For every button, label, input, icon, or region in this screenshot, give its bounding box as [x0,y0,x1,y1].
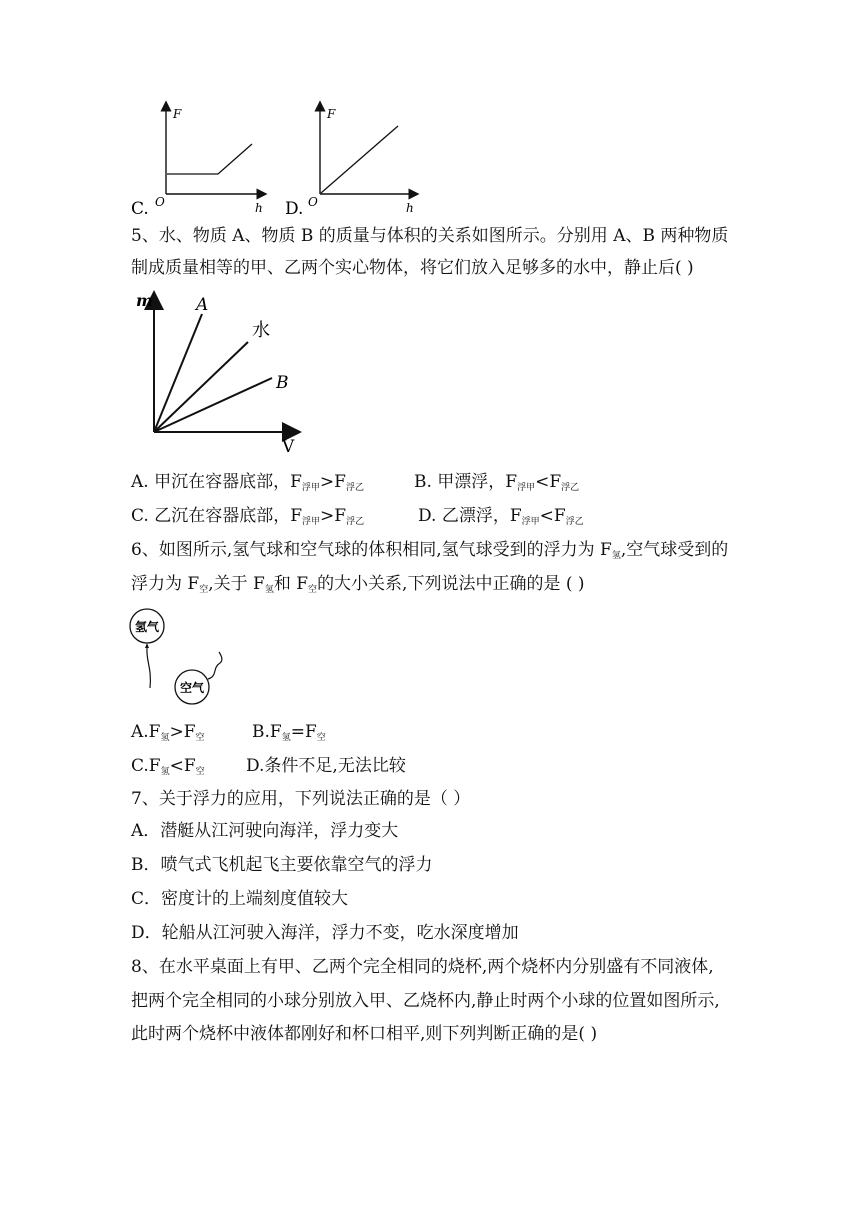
sub: 浮乙 [345,483,364,493]
q5-option-a-text: A. 甲沉在容器底部，F [131,472,302,492]
line-a-label: A [196,295,209,315]
q6-option-b-p: B.F [252,722,282,742]
q7-stem: 7、关于浮力的应用，下列说法正确的是（ ） [131,789,471,809]
sub: 氢 [160,733,170,743]
q6-option-d[interactable]: D.条件不足,无法比较 [246,756,406,776]
air-balloon [175,652,222,704]
sub: 浮甲 [302,517,321,527]
q6-option-a-p: A.F [131,722,161,742]
line-water-label: 水 [252,320,270,341]
q7-option-c[interactable]: C．密度计的上端刻度值较大 [131,889,349,909]
q6-l2a: 浮力为 F [131,574,200,594]
q8-line1: 8、在水平桌面上有甲、乙两个完全相同的烧杯,两个烧杯内分别盛有不同液体, [131,957,714,977]
hydrogen-balloon [130,609,164,688]
q6-option-c[interactable] [131,755,205,783]
q7-option-d[interactable]: D．轮船从江河驶入海洋，浮力不变，吃水深度增加 [131,923,519,943]
sub: 空 [195,767,205,777]
q5-option-c[interactable] [131,505,364,533]
q5-option-d-text: D. 乙漂浮，F [418,506,522,526]
q7-option-a[interactable]: A．潜艇从江河驶向海洋，浮力变大 [131,821,399,841]
q6-line1 [131,539,728,567]
q5-option-b-text: B. 甲漂浮，F [414,472,518,492]
graph-c-y-label: F [173,107,182,121]
sub: 浮甲 [521,517,540,527]
graph-y-label: m [136,291,153,310]
q5-option-c-mid: >F [320,506,347,526]
q6-l2d: 的大小关系,下列说法中正确的是 ( ) [317,574,585,594]
graph-c-origin: O [155,195,165,209]
sub: 空 [316,733,326,743]
q5-option-d[interactable] [418,505,584,533]
graph-d-origin: O [308,195,318,209]
q5-option-b-mid: <F [535,472,562,492]
graph-c-x-label: h [255,201,263,215]
q6-balloons-figure [126,606,236,706]
sub: 氢 [281,733,291,743]
q5-option-b[interactable] [414,471,579,499]
q5-option-a-mid: >F [319,472,346,492]
graph-d [285,106,414,219]
graph-d-x-label: h [406,201,414,215]
q6-l2c: 和 F [273,574,309,594]
q8-line3: 此时两个烧杯中液体都刚好和杯口相平,则下列判断正确的是( ) [131,1024,598,1044]
sub: 氢 [160,767,170,777]
sub: 浮甲 [517,483,536,493]
q7-option-b[interactable]: B．喷气式飞机起飞主要依靠空气的浮力 [131,855,433,875]
q5-option-c-text: C. 乙沉在容器底部，F [131,506,303,526]
q5-line2: 制成质量相等的甲、乙两个实心物体，将它们放入足够多的水中，静止后( ) [131,258,694,278]
sub: 空 [308,585,318,595]
line-water [154,342,248,432]
graph-x-label: V [282,437,295,456]
line-b-label: B [276,373,289,393]
q5-mass-volume-graph [130,286,310,456]
q6-l1a: 6、如图所示,氢气球和空气球的体积相同,氢气球受到的浮力为 F [131,540,612,560]
q6-option-a[interactable] [131,721,205,749]
sub: 浮甲 [301,483,320,493]
q8-line2: 把两个完全相同的小球分别放入甲、乙烧杯内,静止时两个小球的位置如图所示, [131,991,720,1011]
q4-graphs [0,0,860,220]
hydrogen-label: 氢气 [135,620,160,634]
q6-l1b: ,空气球受到的 [620,540,729,560]
graph-c-label: C. [131,199,149,219]
q6-l2b: ,关于 F [208,574,265,594]
q5-line1: 5、水、物质 A、物质 B 的质量与体积的关系如图所示。分别用 A、B 两种物质 [131,226,729,246]
q5-option-d-mid: <F [539,506,566,526]
sub: 氢 [264,585,274,595]
q6-option-c-p: C.F [131,756,161,776]
sub: 浮乙 [561,483,580,493]
q6-option-b[interactable] [252,721,326,749]
sub: 空 [199,585,209,595]
q6-option-a-m: >F [169,722,196,742]
q5-option-a[interactable] [131,471,364,499]
graph-d-y-label: F [327,107,336,121]
q6-option-c-m: <F [169,756,196,776]
sub: 浮乙 [565,517,584,527]
air-label: 空气 [180,681,205,695]
graph-c [131,106,263,219]
graph-d-label: D. [285,199,304,219]
sub: 空 [195,733,205,743]
sub: 浮乙 [346,517,365,527]
q6-line2 [131,573,585,601]
q6-option-b-m: =F [290,722,317,742]
sub: 氢 [611,551,621,561]
